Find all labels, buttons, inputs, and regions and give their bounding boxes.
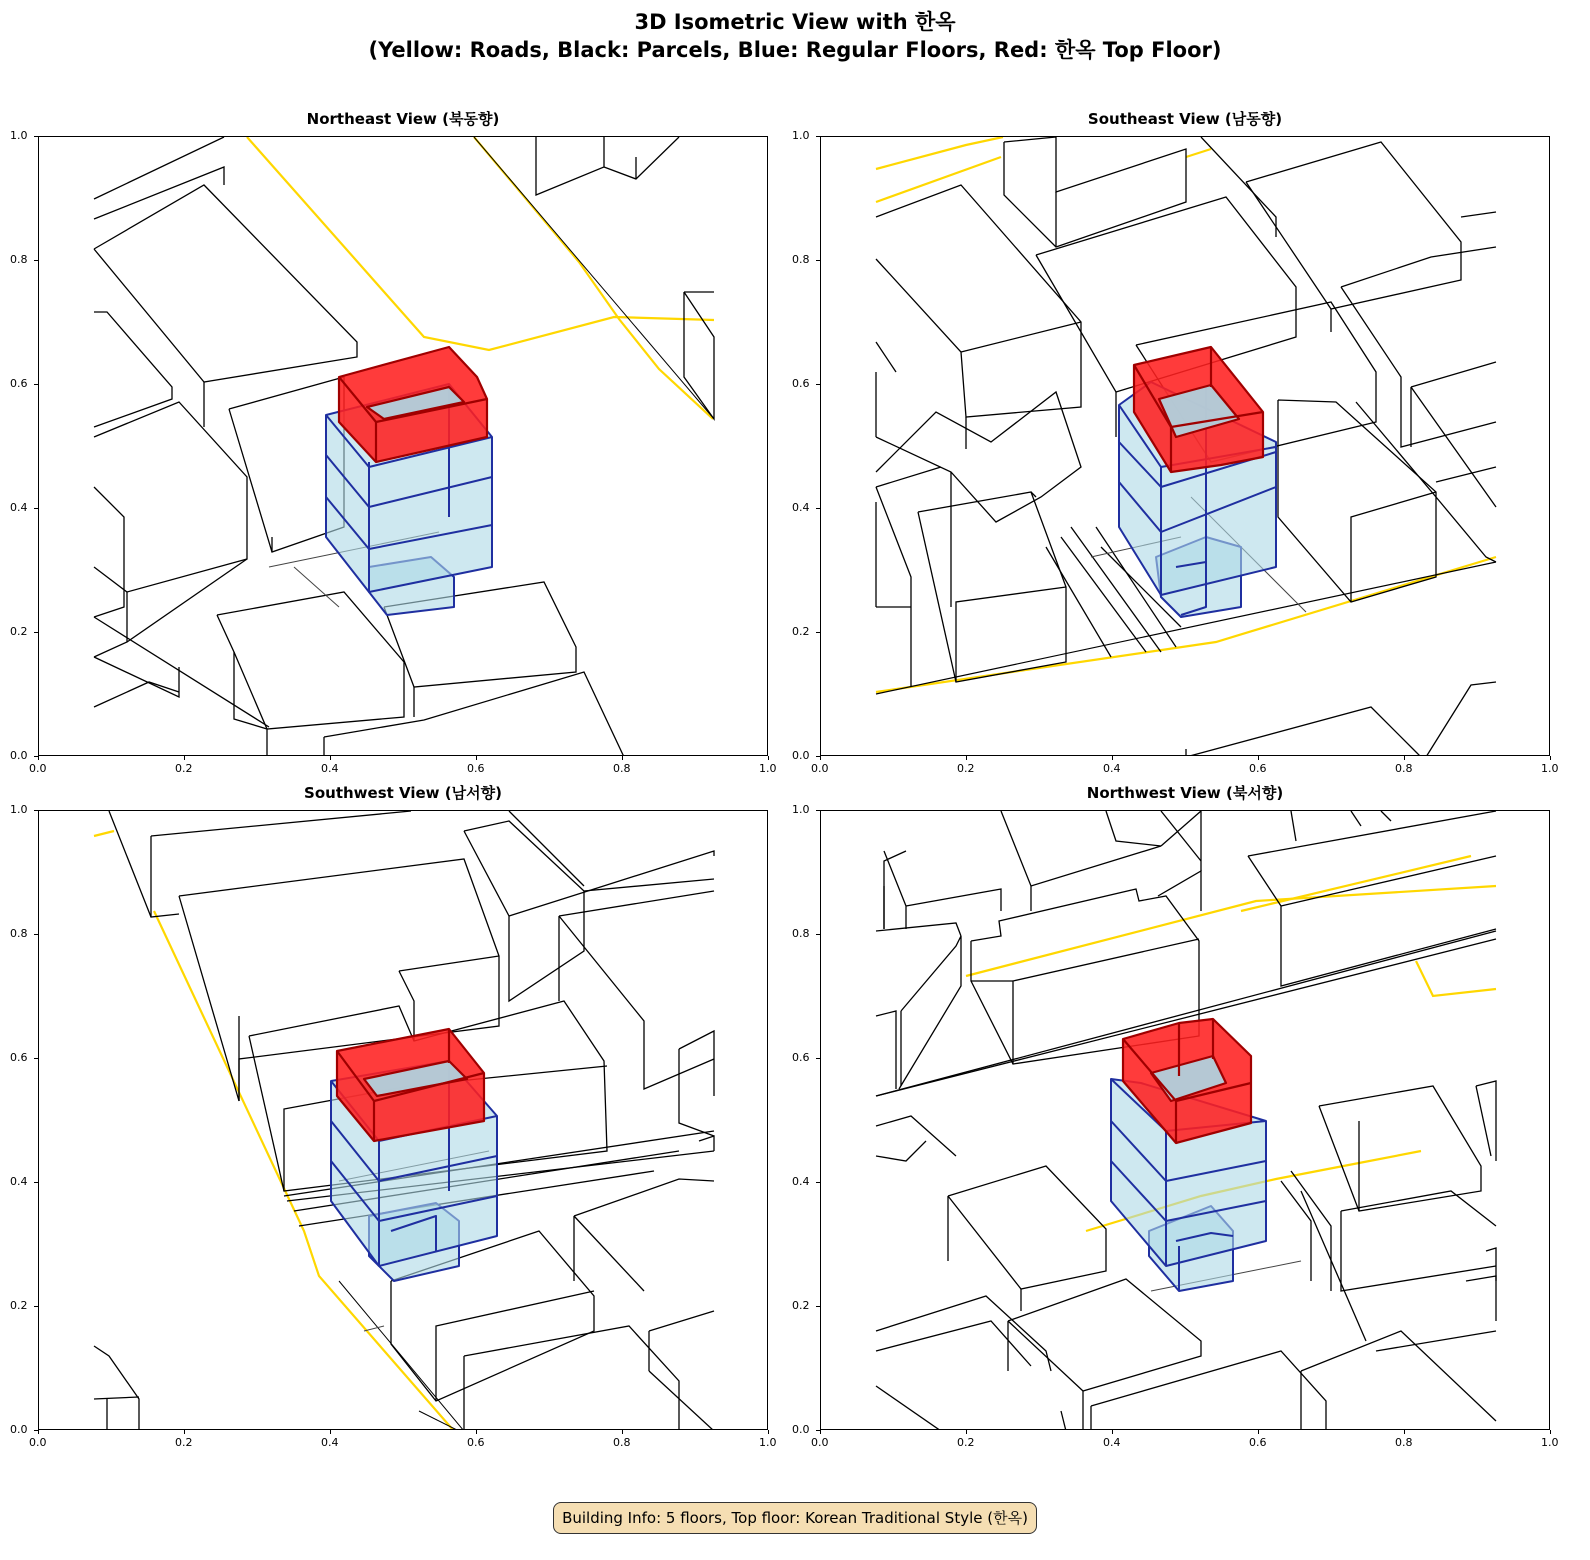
x-tick-label: 0.0 xyxy=(811,762,829,775)
x-tick-label: 0.4 xyxy=(321,762,339,775)
y-tick-mark xyxy=(34,1430,38,1431)
y-tick-mark xyxy=(816,384,820,385)
plot-area xyxy=(820,810,1550,1430)
x-tick-label: 0.4 xyxy=(1103,1436,1121,1449)
x-tick-label: 0.4 xyxy=(1103,762,1121,775)
x-tick-label: 0.6 xyxy=(1249,762,1267,775)
y-tick-label: 0.4 xyxy=(792,1175,810,1188)
target-building xyxy=(326,347,492,615)
x-tick-mark xyxy=(1112,1430,1113,1434)
panel-southeast xyxy=(792,110,1559,775)
x-tick-mark xyxy=(1258,756,1259,760)
y-tick-mark xyxy=(34,1306,38,1307)
y-tick-label: 0.2 xyxy=(10,1299,28,1312)
panel-southwest xyxy=(10,784,777,1449)
x-tick-label: 0.0 xyxy=(29,762,47,775)
y-tick-label: 0.0 xyxy=(792,1423,810,1436)
plot-area xyxy=(820,136,1550,756)
x-tick-label: 1.0 xyxy=(759,1436,777,1449)
x-tick-label: 0.4 xyxy=(321,1436,339,1449)
plot-area xyxy=(38,810,768,1430)
target-building xyxy=(1119,347,1276,617)
isometric-view-northwest xyxy=(821,811,1550,1430)
x-tick-label: 0.2 xyxy=(175,762,193,775)
y-tick-label: 0.4 xyxy=(10,1175,28,1188)
y-tick-label: 1.0 xyxy=(792,803,810,816)
x-tick-mark xyxy=(1550,1430,1551,1434)
x-tick-label: 1.0 xyxy=(1541,1436,1559,1449)
x-tick-mark xyxy=(1258,1430,1259,1434)
y-tick-label: 0.8 xyxy=(792,927,810,940)
panel-northwest xyxy=(792,784,1559,1449)
y-tick-mark xyxy=(816,1306,820,1307)
x-tick-label: 1.0 xyxy=(1541,762,1559,775)
x-tick-mark xyxy=(184,756,185,760)
x-tick-mark xyxy=(622,756,623,760)
y-tick-label: 0.4 xyxy=(10,501,28,514)
y-tick-label: 0.6 xyxy=(792,1051,810,1064)
x-tick-mark xyxy=(820,756,821,760)
x-tick-mark xyxy=(768,756,769,760)
x-tick-label: 0.2 xyxy=(175,1436,193,1449)
isometric-view-southwest xyxy=(39,811,768,1430)
figure-title xyxy=(0,8,1590,64)
x-tick-mark xyxy=(1112,756,1113,760)
target-building xyxy=(1111,1019,1266,1291)
isometric-view-northeast xyxy=(39,137,768,756)
y-tick-mark xyxy=(816,632,820,633)
y-tick-label: 1.0 xyxy=(10,803,28,816)
x-tick-mark xyxy=(820,1430,821,1434)
y-tick-mark xyxy=(816,810,820,811)
x-tick-mark xyxy=(768,1430,769,1434)
x-tick-mark xyxy=(622,1430,623,1434)
y-tick-mark xyxy=(816,260,820,261)
x-tick-mark xyxy=(966,756,967,760)
panel-northeast xyxy=(10,110,777,775)
x-tick-label: 0.6 xyxy=(1249,1436,1267,1449)
x-tick-label: 1.0 xyxy=(759,762,777,775)
x-tick-mark xyxy=(476,1430,477,1434)
y-tick-mark xyxy=(34,934,38,935)
x-tick-label: 0.0 xyxy=(29,1436,47,1449)
y-tick-label: 0.8 xyxy=(10,927,28,940)
x-tick-label: 0.6 xyxy=(467,762,485,775)
y-tick-mark xyxy=(34,136,38,137)
x-tick-mark xyxy=(38,1430,39,1434)
y-tick-label: 0.8 xyxy=(10,253,28,266)
y-tick-label: 0.0 xyxy=(792,749,810,762)
x-tick-label: 0.8 xyxy=(1395,762,1413,775)
y-tick-mark xyxy=(34,508,38,509)
y-tick-label: 0.8 xyxy=(792,253,810,266)
y-tick-mark xyxy=(816,934,820,935)
x-tick-label: 0.8 xyxy=(613,1436,631,1449)
panel-title: Southwest View (남서향) xyxy=(304,784,502,802)
y-tick-label: 0.2 xyxy=(792,1299,810,1312)
x-tick-mark xyxy=(184,1430,185,1434)
y-tick-mark xyxy=(816,1058,820,1059)
y-tick-mark xyxy=(34,810,38,811)
y-tick-label: 0.6 xyxy=(792,377,810,390)
figure-title-line2: (Yellow: Roads, Black: Parcels, Blue: Regular Floors, Red: 한옥 Top Floor) xyxy=(368,38,1222,62)
y-tick-label: 0.6 xyxy=(10,1051,28,1064)
x-tick-mark xyxy=(1550,756,1551,760)
y-tick-label: 0.2 xyxy=(10,625,28,638)
x-tick-mark xyxy=(38,756,39,760)
y-tick-mark xyxy=(34,1058,38,1059)
building-info-box xyxy=(0,1502,1590,1534)
roads xyxy=(247,137,714,419)
plot-area xyxy=(38,136,768,756)
y-tick-label: 1.0 xyxy=(10,129,28,142)
y-tick-label: 0.0 xyxy=(10,749,28,762)
y-tick-mark xyxy=(34,756,38,757)
y-tick-mark xyxy=(34,384,38,385)
x-tick-mark xyxy=(476,756,477,760)
panel-title: Northwest View (북서향) xyxy=(1086,784,1284,802)
x-tick-label: 0.2 xyxy=(957,762,975,775)
x-tick-mark xyxy=(1404,756,1405,760)
y-tick-label: 0.4 xyxy=(792,501,810,514)
y-tick-mark xyxy=(34,632,38,633)
figure-title-line1: 3D Isometric View with 한옥 xyxy=(634,10,956,34)
y-tick-mark xyxy=(34,260,38,261)
isometric-view-southeast xyxy=(821,137,1550,756)
y-tick-mark xyxy=(816,756,820,757)
x-tick-label: 0.2 xyxy=(957,1436,975,1449)
target-building xyxy=(331,1029,497,1281)
y-tick-label: 0.6 xyxy=(10,377,28,390)
y-tick-mark xyxy=(816,136,820,137)
y-tick-mark xyxy=(816,508,820,509)
y-tick-label: 0.0 xyxy=(10,1423,28,1436)
y-tick-mark xyxy=(816,1430,820,1431)
x-tick-label: 0.0 xyxy=(811,1436,829,1449)
x-tick-mark xyxy=(966,1430,967,1434)
x-tick-mark xyxy=(330,756,331,760)
x-tick-label: 0.8 xyxy=(1395,1436,1413,1449)
y-tick-label: 0.2 xyxy=(792,625,810,638)
building-info-text: Building Info: 5 floors, Top floor: Korean Traditional Style (한옥) xyxy=(553,1502,1037,1534)
y-tick-mark xyxy=(34,1182,38,1183)
x-tick-mark xyxy=(1404,1430,1405,1434)
y-tick-label: 1.0 xyxy=(792,129,810,142)
y-tick-mark xyxy=(816,1182,820,1183)
x-tick-label: 0.6 xyxy=(467,1436,485,1449)
x-tick-label: 0.8 xyxy=(613,762,631,775)
panel-title: Northeast View (북동향) xyxy=(306,110,500,128)
panel-title: Southeast View (남동향) xyxy=(1087,110,1283,128)
x-tick-mark xyxy=(330,1430,331,1434)
